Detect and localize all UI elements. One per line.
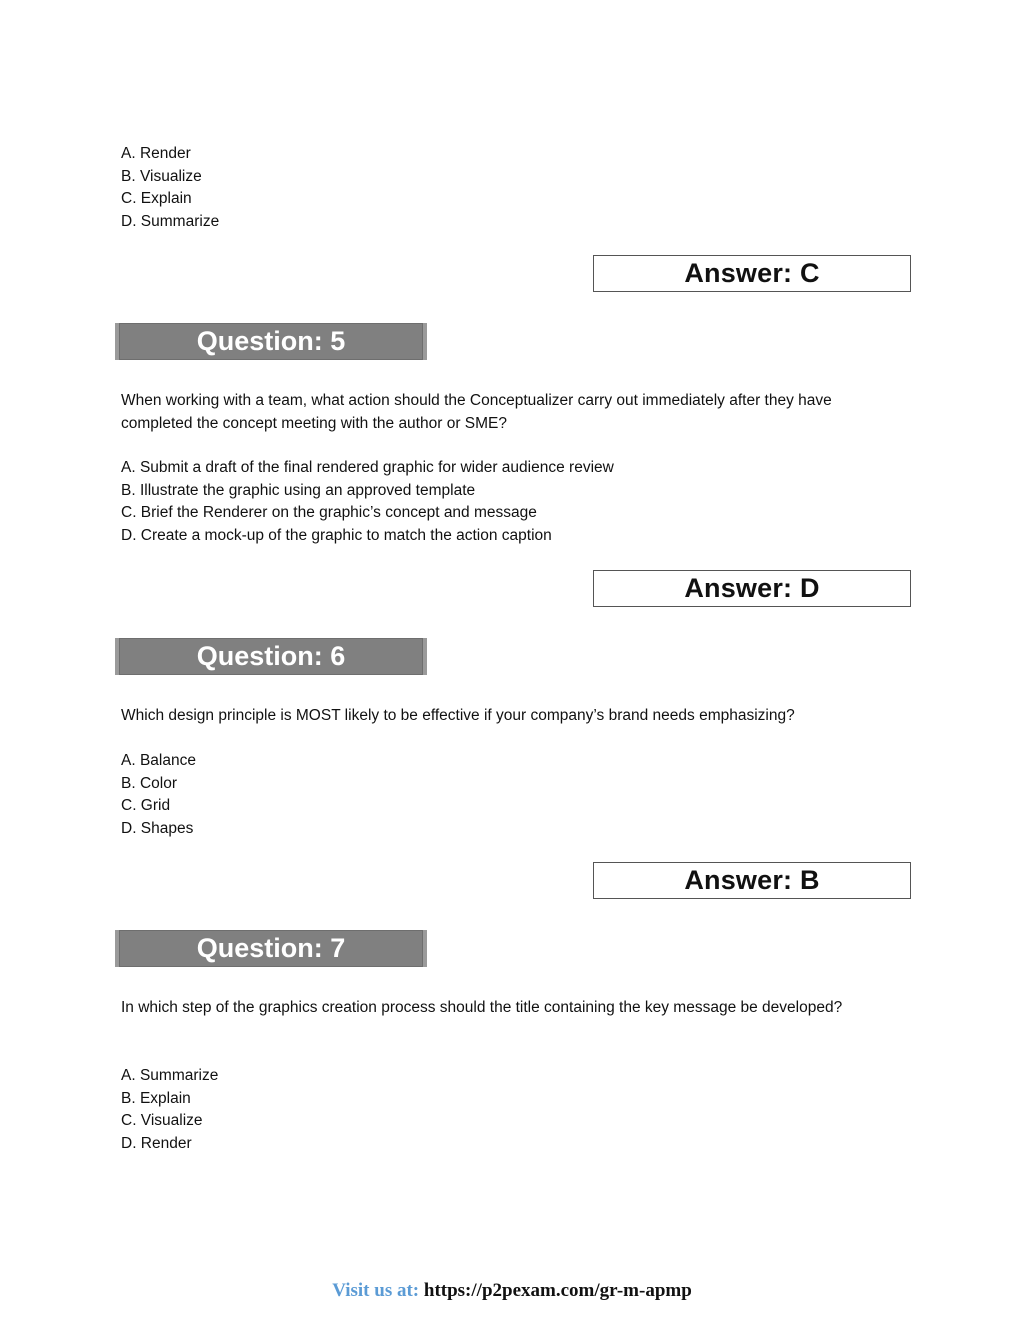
- footer-url-link[interactable]: https://p2pexam.com/gr-m-apmp: [423, 1280, 692, 1301]
- option-b: B. Visualize: [121, 167, 202, 185]
- q6-options: [121, 750, 196, 840]
- option-b: B. Illustrate the graphic using an approved template: [121, 481, 476, 499]
- q6-answer-box: Answer: B: [593, 862, 911, 899]
- option-a: A. Render: [121, 145, 191, 162]
- option-b: B. Explain: [121, 1089, 191, 1107]
- q5-question-text: When working with a team, what action should the Conceptualizer carry out immediately after they have completed the concept meeting with the author or SME?: [121, 392, 832, 432]
- q5-banner: Question: 5: [115, 323, 427, 360]
- q4-answer-box: Answer: C: [593, 255, 911, 292]
- option-b: B. Color: [121, 774, 177, 792]
- q6-banner: Question: 6: [115, 638, 427, 675]
- q4-options: [121, 143, 219, 233]
- option-a: A. Summarize: [121, 1067, 219, 1084]
- option-c: C. Grid: [121, 797, 171, 814]
- option-c: C. Visualize: [121, 1112, 203, 1129]
- option-a: A. Balance: [121, 752, 196, 769]
- option-d: D. Create a mock-up of the graphic to match the action caption: [121, 526, 552, 544]
- option-d: D. Shapes: [121, 819, 194, 837]
- footer: [0, 1280, 1024, 1302]
- q5-options: [121, 457, 614, 547]
- q6-question-text: Which design principle is MOST likely to be effective if your company’s brand needs emphasizing?: [121, 707, 795, 724]
- option-d: D. Render: [121, 1134, 192, 1152]
- option-d: D. Summarize: [121, 212, 220, 230]
- option-c: C. Explain: [121, 190, 192, 207]
- q5-answer-box: Answer: D: [593, 570, 911, 607]
- option-a: A. Submit a draft of the final rendered graphic for wider audience review: [121, 459, 614, 476]
- option-c: C. Brief the Renderer on the graphic’s concept and message: [121, 504, 537, 521]
- q7-banner: Question: 7: [115, 930, 427, 967]
- footer-lead: Visit us at:: [332, 1280, 420, 1301]
- q7-question-text: In which step of the graphics creation process should the title containing the key message be developed?: [121, 999, 843, 1016]
- q7-options: [121, 1065, 218, 1155]
